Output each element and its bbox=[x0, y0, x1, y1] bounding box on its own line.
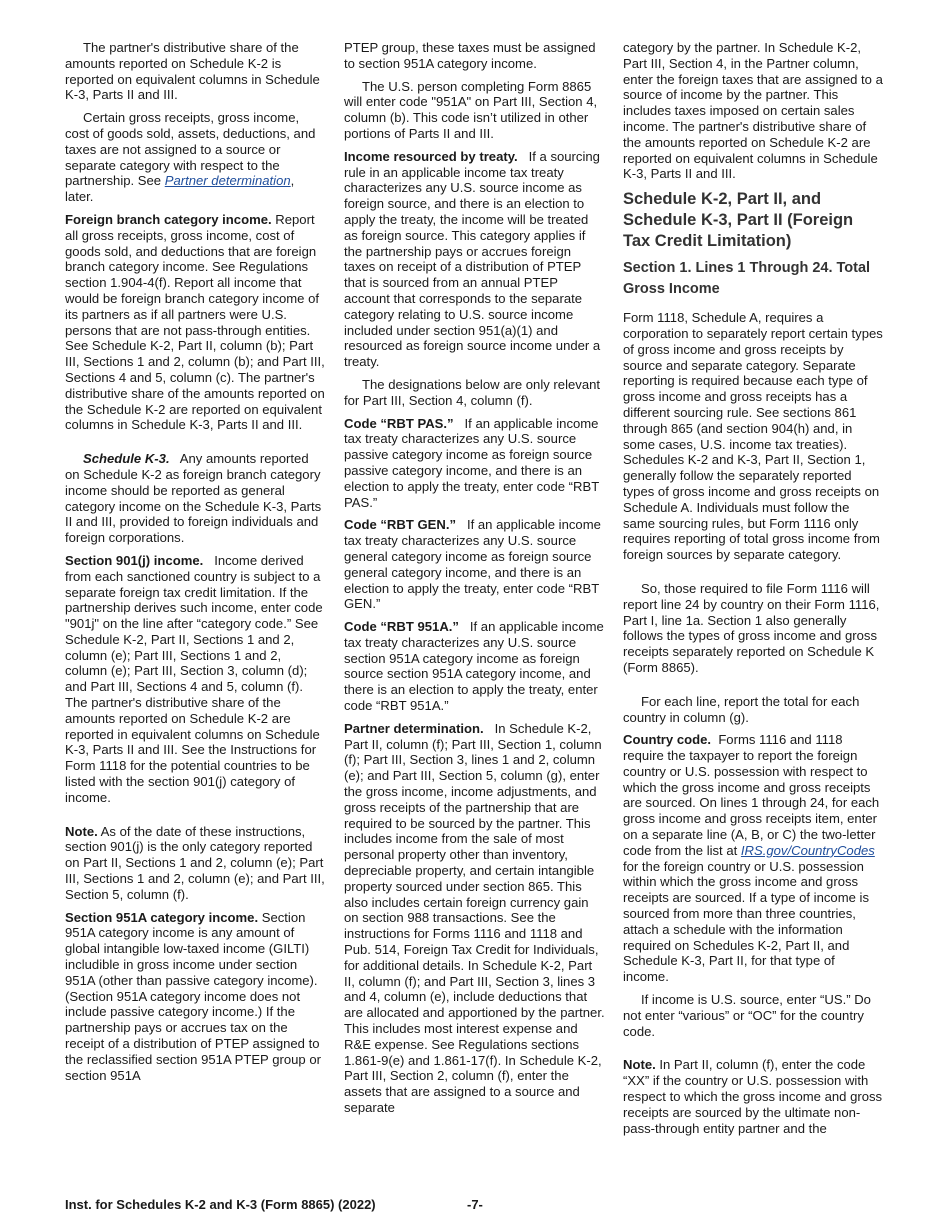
paragraph bbox=[65, 553, 326, 806]
run-in-heading: Income resourced by treaty. bbox=[344, 148, 518, 164]
page-footer bbox=[65, 1197, 885, 1212]
paragraph-text: Certain gross receipts, gross income, cost of goods sold, assets, deductions, and taxes are not assigned to a source or separate category with respect to the partnership. See bbox=[65, 110, 316, 189]
run-in-heading: Note. bbox=[65, 823, 98, 839]
run-in-heading: Country code. bbox=[623, 732, 712, 748]
paragraph-text: If an applicable income tax treaty characterizes any U.S. source passive category income as foreign source passive category income, and there is an election to apply the treaty, enter code “RBT PAS.” bbox=[344, 415, 599, 510]
paragraph: So, those required to file Form 1116 will report line 24 by country on their Form 1116, Part I, line 1a. Section 1 also generally follows the types of gross income and gross receipts separately reported on Schedule K (Form 8865). bbox=[623, 580, 880, 675]
paragraph bbox=[344, 619, 605, 714]
run-in-heading: Code “RBT PAS.” bbox=[344, 415, 454, 431]
run-in-heading: Foreign branch category income. bbox=[65, 211, 272, 227]
paragraph bbox=[344, 149, 605, 370]
page-number: -7- bbox=[467, 1197, 483, 1212]
paragraph-text: As of the date of these instructions, section 901(j) is the only category reported on Part II, Sections 1 and 2, column (e); Part III, Sections 1 and 2, column (e); and Part III, Section 5, column (f). bbox=[65, 823, 325, 902]
paragraph-text: Forms 1116 and 1118 require the taxpayer to report the foreign country or U.S. possession with respect to which the gross income and gross receipts are sourced. On lines 1 through 24, for each gross income and gross receipts item, enter on a separate line (A, B, or C) the two-letter code from the list at bbox=[623, 732, 880, 858]
run-in-heading: Section 901(j) income. bbox=[65, 552, 204, 568]
paragraph-text: Report all gross receipts, gross income, cost of goods sold, and deductions that are foreign branch category income. See Regulations section 1.904-4(f). Report all income that would be foreign branch category income of its partners as if all partners were U.S. persons that are not pass-through entities. See Schedule K-2, Part II, column (b); Part III, Sections 1 and 2, column (b); and Part III, Sections 4 and 5, column (c). The partner's distributive share of the amounts reported on the Schedule K-2 are reported on equivalent columns in Schedule K-3, Parts II and III. bbox=[65, 211, 325, 433]
paragraph: For each line, report the total for each country in column (g). bbox=[623, 693, 860, 725]
partner-determination-link[interactable]: Partner determination bbox=[164, 173, 291, 189]
paragraph bbox=[623, 1057, 884, 1136]
paragraph-text: Income derived from each sanctioned country is subject to a separate foreign tax credit limitation. If the partnership derives such income, enter code "901j" on the line after “category code.” See Schedule K-2, Part II, Sections 1 and 2, column (e); Part III, Sections 1 and 2, column (e); Part III, Section 3, column (d); and Part III, Sections 4 and 5, column (f). The partner's distributive share of the amounts reported on Schedule K-2 are reported in equivalent columns on Schedule K-3, Parts II and III. See the Instructions for Form 1118 for the potential countries to be listed with the section 901(j) category of income. bbox=[65, 552, 323, 805]
paragraph-text: for the foreign country or U.S. possession within which the gross income and gross receipts are sourced. If a type of income is sourced from more than three countries, attach a schedule with the information required on Schedules K-2, Part II, and Schedule K-3, Part II, for that type of income. bbox=[623, 858, 869, 985]
run-in-heading: Schedule K-3. bbox=[83, 451, 170, 467]
paragraph-text: Any amounts reported on Schedule K-2 as foreign branch category income should be reported as general category income on the Schedule K-3, Parts II and III, provided to foreign individuals and foreign corporations. bbox=[65, 451, 322, 546]
run-in-heading: Partner determination. bbox=[344, 720, 484, 736]
run-in-heading: Section 951A category income. bbox=[65, 909, 259, 925]
paragraph: The U.S. person completing Form 8865 will enter code "951A" on Part III, Section 4, column (b). This code isn’t utilized in other portions of Parts II and III. bbox=[344, 78, 598, 141]
paragraph-text: In Schedule K-2, Part II, column (f); Part III, Section 1, column (f); Part III, Section 3, lines 1 and 2, column (e); and Part III, Section 5, column (g), enter the gross income, income adjustments, and gross receipts of the partnership that are required to be sourced by the partner. This includes income from the sale of most personal property other than inventory, depreciable property, and certain intangible property sourced under section 865. This also includes certain foreign currency gain on section 988 transactions. See the instructions for Forms 1116 and 1118 and Pub. 514, Foreign Tax Credit for Individuals, for additional details. In Schedule K-2, Part II, column (f); and Part III, Section 3, lines 3 and 4, column (e), include deductions that are allocated and apportioned by the partner. This includes most interest expense and R&E expense. See Regulations sections 1.861-9(e) and 1.861-17(f). In Schedule K-2, Part III, Section 2, column (f), enter the assets that are assigned to a source and separate bbox=[344, 720, 605, 1115]
paragraph bbox=[65, 451, 326, 546]
paragraph bbox=[344, 721, 605, 1116]
paragraph bbox=[65, 910, 326, 1084]
column-3 bbox=[623, 40, 884, 1143]
paragraph bbox=[65, 212, 326, 433]
paragraph bbox=[344, 416, 605, 511]
paragraph: The partner's distributive share of the amounts reported on Schedule K-2 is reported on equivalent columns in Schedule K-3, Parts II and III. bbox=[65, 40, 320, 103]
paragraph bbox=[344, 517, 605, 612]
column-2 bbox=[344, 40, 605, 1123]
paragraph: The designations below are only relevant for Part III, Section 4, column (f). bbox=[344, 376, 601, 408]
paragraph-text: If an applicable income tax treaty characterizes any U.S. source general category income as foreign source general category income, and there is an election to apply the treaty, enter code “RBT GEN.” bbox=[344, 517, 601, 612]
paragraph bbox=[65, 824, 326, 903]
paragraph-text: Section 951A category income is any amount of global intangible low-taxed income (GILTI) includible in gross income under section 951A (other than passive category income). (Section 951A category income does not include passive category income.) If the partnership pays or accrues tax on the receipt of a distribution of PTEP assigned to the reclassified section 951A PTEP group or section 951A bbox=[65, 909, 321, 1083]
paragraph: PTEP group, these taxes must be assigned to section 951A category income. bbox=[344, 40, 596, 71]
subsection-heading: Section 1. Lines 1 Through 24. Total Gross Income bbox=[623, 260, 871, 298]
paragraph: category by the partner. In Schedule K-2, Part III, Section 4, in the Partner column, enter the foreign taxes that are assigned to a source of income by the partner. This includes taxes imposed on certain sales income. The partner's distributive share of the amounts reported on Schedule K-2 are reported on equivalent columns in Schedule K-3, Parts II and III. bbox=[623, 40, 883, 182]
paragraph: If income is U.S. source, enter “US.” Do not enter “various” or “OC” for the country code. bbox=[623, 992, 871, 1039]
column-1 bbox=[65, 40, 326, 1090]
paragraph-text: In Part II, column (f), enter the code “XX” if the country or U.S. possession with respect to which the gross income and gross receipts are sourced by the ultimate non-pass-through entity partner and the bbox=[623, 1057, 883, 1136]
paragraph bbox=[623, 732, 884, 985]
section-heading: Schedule K-2, Part II, and Schedule K-3, Part II (Foreign Tax Credit Limitation) bbox=[623, 190, 854, 251]
paragraph bbox=[65, 110, 326, 205]
paragraph-text: If a sourcing rule in an applicable income tax treaty characterizes any U.S. source income as foreign source, and there is an election to apply the treaty, the income will be treated as foreign source. This category applies if the partnership pays or accrues foreign taxes on receipt of a distribution of PTEP that is sourced from an annual PTEP account that corresponds to the separate category relating to U.S. source income included under section 951(a)(1) and resourced as foreign source income under a treaty. bbox=[344, 148, 601, 370]
footer-title: Inst. for Schedules K-2 and K-3 (Form 8865) (2022) bbox=[65, 1197, 376, 1212]
paragraph: Form 1118, Schedule A, requires a corporation to separately report certain types of gross income and gross receipts by source and separate category. Separate reporting is required because each type of gross income and gross receipts has a different sourcing rule. See sections 861 through 865 (and section 904(h) and, in some cases, U.S. income tax treaties). Schedules K-2 and K-3, Part II, Section 1, generally follow the separately reported types of gross income and gross receipts on Schedule A. Individuals must follow the same sourcing rules, but Form 1116 only requires reporting of total gross income from foreign sources by separate category. bbox=[623, 310, 883, 563]
run-in-heading: Note. bbox=[623, 1057, 656, 1073]
paragraph-text: If an applicable income tax treaty characterizes any U.S. source section 951A category income as foreign source section 951A category income, and there is an election to apply the treaty, enter code “RBT 951A.” bbox=[344, 619, 604, 714]
run-in-heading: Code “RBT 951A.” bbox=[344, 619, 459, 635]
run-in-heading: Code “RBT GEN.” bbox=[344, 517, 457, 533]
paragraph-text: , later. bbox=[65, 173, 295, 205]
country-codes-link[interactable]: IRS.gov/CountryCodes bbox=[740, 842, 875, 858]
